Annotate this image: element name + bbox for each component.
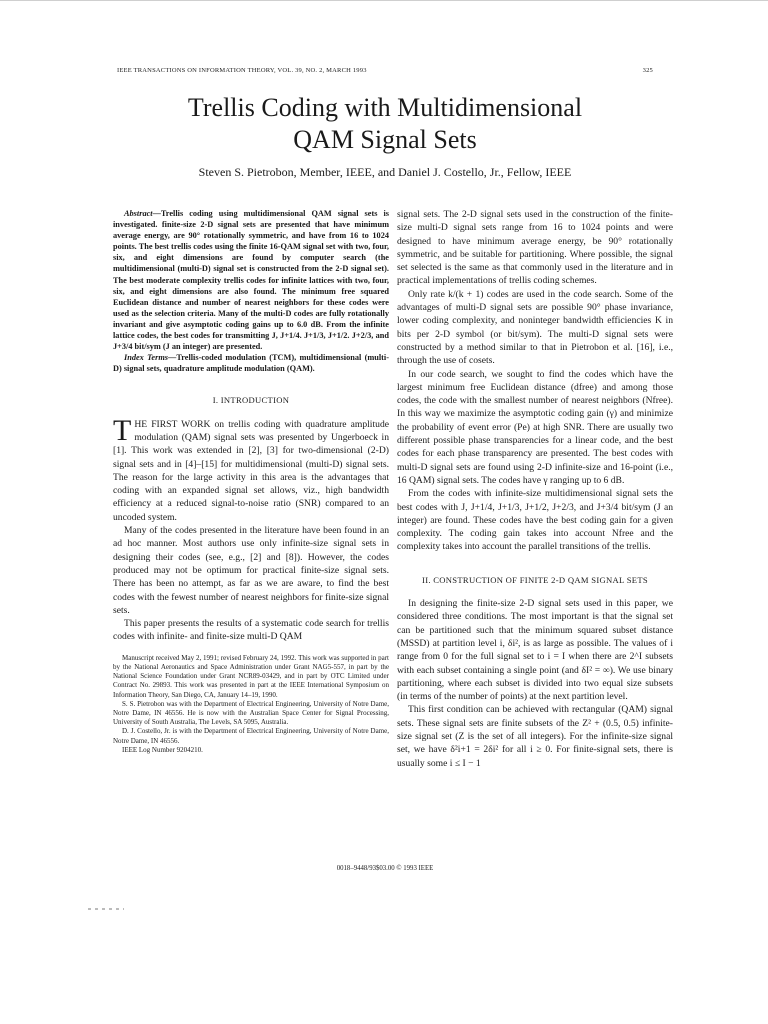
abstract-text: Trellis coding using multidimensional QAM signal sets is investigated. finite-size 2-D signal sets are presented that have minimum average energy, are 90° rotationally symmetric, and have from 16 to 1024 points. The best trellis codes using the finite 16-QAM signal set with two, four, six, and eight dimensions are found by computer search (the multidimensional (multi-D) signal set is constructed from the 2-D signal set). The best moderate complexity trellis codes for infinite lattices with two, four, six, and eight dimensions are also found. The minimum free squared Euclidean distance and number of nearest neighbors for these codes were used as the selection criteria. Many of the multi-D codes are fully rotationally invariant and give asymptotic coding gains up to 6.0 dB. From the infinite lattice codes, the best codes for transmitting J, J+1/4. J+1/3, J+1/2. J+2/3, and J+3/4 bit/sym (J an integer) are presented. bbox=[113, 209, 389, 352]
journal-header: IEEE TRANSACTIONS ON INFORMATION THEORY, VOL. 39, NO. 2, MARCH 1993 bbox=[117, 67, 367, 74]
footnote-log-number: IEEE Log Number 9204210. bbox=[122, 745, 203, 754]
intro-paragraph-3: This paper presents the results of a systematic code search for trellis codes with infinite- and finite-size multi-D QAM bbox=[113, 618, 389, 643]
footnotes bbox=[113, 654, 389, 755]
right-paragraph-5: In designing the finite-size 2-D signal sets used in this paper, we considered three conditions. The most important is that the signal set can be partitioned such that the minimum squared subset distance (MSSD) at partition level i, δi², is as large as possible. The values of i range from 0 for the full signal set to i = I when there are 2^I subsets with each subset containing a single point (and δI² = ∞). We use binary partitioning, where each subset is divided into two equal size subsets (in terms of the number of points) at the next partition level. bbox=[397, 598, 673, 703]
margin-mark bbox=[88, 908, 124, 910]
abstract bbox=[113, 208, 389, 352]
paper-title bbox=[110, 92, 660, 156]
index-terms bbox=[113, 352, 389, 374]
section-heading-introduction: I. INTRODUCTION bbox=[212, 395, 290, 406]
title-line-1: Trellis Coding with Multidimensional bbox=[187, 93, 583, 122]
right-paragraph-3: In our code search, we sought to find the codes which have the largest minimum free Euclidean distance (dfree) and among those codes, the code with the smallest number of nearest neighbors (Nfree). In this way we maximize the asymptotic coding gain (γ) and minimize the probability of event error (Pe) at high SNR. There are usually two different possible phase transparencies for a linear code, and the best codes for each phase transparency are presented. The best codes with multi-D signal sets are found using 2-D infinite-size and 16-point (i.e., 16 QAM) signal sets. The codes have γ ranging up to 6 dB. bbox=[397, 368, 673, 486]
top-border bbox=[0, 0, 768, 1]
right-paragraph-4: From the codes with infinite-size multidimensional signal sets the best codes with J, J+1/4, J+1/3, J+1/2, J+2/3, and J+3/4 bit/sym (J an integer) are found. These codes have the best coding gain for a given complexity. The coding gain takes into account Nfree and the complexity takes into account the parallel transitions of the trellis. bbox=[397, 488, 673, 553]
section-heading-construction: II. CONSTRUCTION OF FINITE 2-D QAM SIGNAL SETS bbox=[422, 574, 648, 585]
copyright-footer: 0018–9448/93$03.00 © 1993 IEEE bbox=[336, 865, 434, 872]
abstract-label: Abstract— bbox=[124, 209, 161, 218]
index-terms-label: Index Terms— bbox=[124, 353, 177, 363]
footnote-costello: D. J. Costello, Jr. is with the Department of Electrical Engineering, University of Notre Dame, Notre Dame, IN 46556. bbox=[113, 727, 389, 745]
drop-cap: T bbox=[113, 413, 132, 447]
footnote-manuscript: Manuscript received May 2, 1991; revised February 24, 1992. This work was supported in part by the National Aeronautics and Space Administration under Grant NAG5-557, in part by the National Science Foundation under Grant NCR89-03429, and in part by OTC Limited under Contract No. 29893. This work was presented in part at the IEEE International Symposium on Information Theory, San Diego, CA, January 14–19, 1990. bbox=[113, 653, 389, 699]
page-number: 325 bbox=[642, 67, 653, 74]
footnote-pietrobon: S. S. Pietrobon was with the Department of Electrical Engineering, University of Notre Dame, Notre Dame, IN 46556. He is now with the Australian Space Center for Signal Processing, University of South Australia, The Levels, SA 5095, Australia. bbox=[113, 699, 389, 727]
author-line: Steven S. Pietrobon, Member, IEEE, and Daniel J. Costello, Jr., Fellow, IEEE bbox=[198, 165, 572, 179]
intro-paragraph-2: Many of the codes presented in the literature have been found in an ad hoc manner. Most authors use only infinite-size signal sets in designing their codes (see, e.g., [2] and [8]). However, the codes produced may not be optimum for practical finite-size signal sets. There has been no attempt, as far as we are aware, to find the best codes with the fewest number of nearest neighbors for finite-size signal sets. bbox=[113, 525, 389, 616]
right-column bbox=[397, 208, 673, 770]
intro-paragraph-1-text: HE FIRST WORK on trellis coding with quadrature amplitude modulation (QAM) signal sets was presented by Ungerboeck in [1]. This work was extended in [2], [3] for two-dimensional (2-D) signal sets and in [4]–[15] for multidimensional (multi-D) signal sets. The reason for the large activity in this area is the advantages that coding with an expanded signal set allows, viz., high bandwidth efficiency at a reduced signal-to-noise ratio (SNR) compared to an uncoded system. bbox=[113, 418, 389, 523]
title-line-2: QAM Signal Sets bbox=[293, 125, 477, 154]
left-column bbox=[113, 208, 389, 755]
right-paragraph-6: This first condition can be achieved with rectangular (QAM) signal sets. These signal sets are finite subsets of the Z² + (0.5, 0.5) infinite-size signal set (Z is the set of all integers). For the infinite-size signal set, we have δ²i+1 = 2δi² for all i ≥ 0. For finite-signal sets, there is usually some i ≤ I − 1 bbox=[397, 704, 673, 769]
right-paragraph-1: signal sets. The 2-D signal sets used in the construction of the finite-size multi-D signal sets range from 16 to 1024 points and were designed to have minimum average energy, be 90° rotationally symmetric, and be suitable for partitioning. Where possible, the signal set selected is the same as that commonly used in the literature and in practical implementations of trellis coding schemes. bbox=[397, 209, 673, 287]
index-terms-text: Trellis-coded modulation (TCM), multidimensional (multi-D) signal sets, quadrature amplitude modulation (QAM). bbox=[113, 353, 389, 374]
right-paragraph-2: Only rate k/(k + 1) codes are used in the code search. Some of the advantages of multi-D signal sets are possible 90° phase invariance, lower coding complexity, and noninteger bandwidth efficiencies K in bits per 2-D symbol (or bit/sym). The multi-D signal sets were constructed by a method similar to that in Pietrobon et al. [16], i.e., through the use of cosets. bbox=[397, 288, 673, 367]
intro-paragraph-1 bbox=[113, 413, 389, 524]
